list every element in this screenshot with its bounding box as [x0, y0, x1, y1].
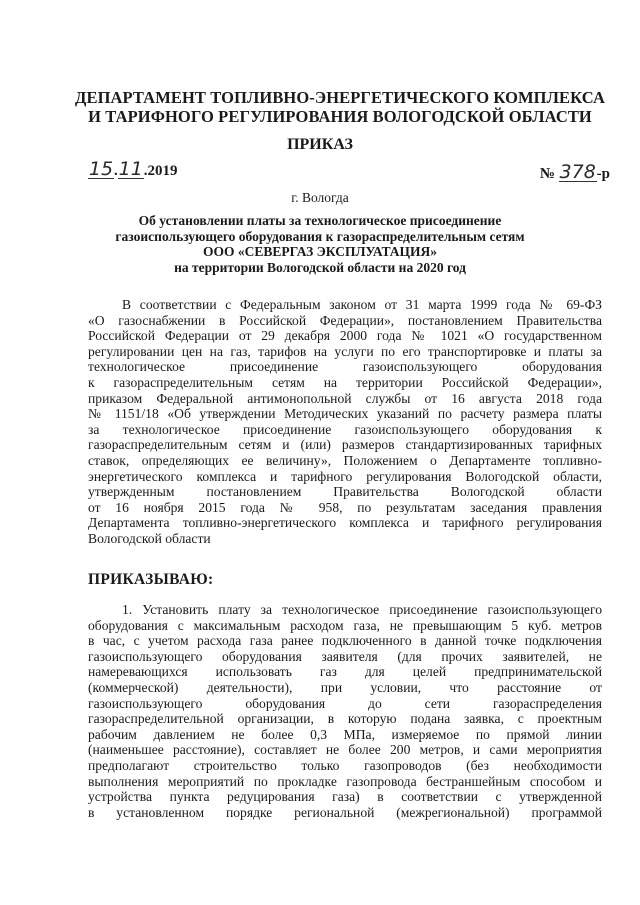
item-line: в установленном порядке региональной (межрегиональной) программой	[88, 804, 602, 820]
item-line: (наименьшее расстояние), составляет не более 200 метров, и сами мероприятия	[88, 742, 602, 758]
preamble-line: Российской Федерации от 29 декабря 2000 года № 1021 «О государственном	[88, 328, 602, 344]
order-number	[540, 163, 610, 183]
number-sign: №	[539, 166, 555, 182]
item-line: намеревающихся использовать газ для целей предпринимательской	[88, 664, 602, 680]
department-line-1: ДЕПАРТАМЕНТ ТОПЛИВНО-ЭНЕРГЕТИЧЕСКОГО КОМПЛЕКСА	[75, 88, 605, 107]
subject-line: газоиспользующего оборудования к газораспределительным сетям	[115, 228, 525, 244]
item-line: выполнения мероприятий по прокладке газопровода бестраншейным способом и	[88, 773, 602, 789]
handwritten-day: 15	[88, 158, 114, 180]
department-line-2: И ТАРИФНОГО РЕГУЛИРОВАНИЯ ВОЛОГОДСКОЙ ОБЛАСТИ	[88, 107, 592, 126]
preamble-line: № 1151/18 «Об утверждении Методических указаний по расчету размера платы	[88, 406, 602, 422]
preamble-line: газораспределительным сетям и (или) размеров стандартизированных тарифных	[88, 437, 602, 453]
preamble-line: «О газоснабжении в Российской Федерации», постановлением Правительства	[88, 312, 602, 328]
item-line: в час, с учетом расхода газа ранее подключенного в данной точке подключения	[88, 633, 602, 649]
document-type-title: ПРИКАЗ	[287, 136, 353, 153]
order-date: 15.11.2019	[88, 158, 178, 180]
preamble-line: приказом Федеральной антимонопольной службы от 16 августа 2018 года	[88, 390, 602, 406]
subject-line: на территории Вологодской области на 2020 год	[174, 259, 466, 275]
city-label: г. Вологда	[291, 190, 349, 205]
preamble-line: энергетического комплекса и тарифного регулирования Вологодской области,	[88, 468, 602, 484]
item-line: рабочим давлением не более 0,3 МПа, измеряемое по прямой линии	[88, 726, 602, 742]
preamble-line: к газораспределительным сетям на территории Российской Федерации»,	[88, 374, 602, 390]
handwritten-number: 378	[559, 161, 596, 183]
handwritten-month: 11	[118, 158, 143, 180]
preamble-line: ставок, определяющих ее величину», Положением о Департаменте топливно-	[88, 452, 602, 468]
preamble-line: за технологическое присоединение газоиспользующего оборудования к	[88, 421, 602, 437]
date-year: .2019	[143, 163, 178, 179]
item-line: (коммерческой) деятельности), при условии, что расстояние от	[88, 679, 602, 695]
order-subject	[100, 213, 540, 275]
item-line: газоиспользующего оборудования до сети газораспределения	[88, 695, 602, 711]
item-line: оборудования с максимальным расходом газа, не превышающим 5 куб. метров	[88, 617, 602, 633]
item-line: 1. Установить плату за технологическое присоединение газоиспользующего	[122, 602, 602, 617]
preamble-line: В соответствии с Федеральным законом от 31 марта 1999 года № 69-ФЗ	[122, 297, 602, 312]
preamble-line: регулировании цен на газ, тарифов на услуги по его транспортировке и платы за	[88, 343, 602, 359]
preamble-line: Департамента топливно-энергетического комплекса и тарифного регулирования	[88, 515, 602, 531]
preamble-paragraph	[88, 297, 602, 547]
item-line: газоиспользующего оборудования заявителя (для прочих заявителей, не	[88, 648, 602, 664]
preamble-line: утвержденным постановлением Правительства Вологодской области	[88, 484, 602, 500]
subject-line: Об установлении платы за технологическое присоединение	[138, 213, 502, 228]
item-line: предполагают строительство только газопроводов (без необходимости	[88, 757, 602, 773]
item-line: устройства пункта редуцирования газа) в соответствии с утвержденной	[88, 789, 602, 805]
department-header	[60, 88, 620, 126]
number-suffix: -р	[596, 166, 610, 182]
preamble-line: Вологодской области	[88, 530, 211, 546]
item-line: газораспределительной организации, в которую подана заявка, с проектным	[88, 711, 602, 727]
decree-heading: ПРИКАЗЫВАЮ:	[88, 571, 214, 588]
preamble-line: от 16 ноября 2015 года № 958, по результатам заседания правления	[88, 499, 602, 515]
item-1-paragraph	[88, 602, 602, 820]
subject-line: ООО «СЕВЕРГАЗ ЭКСПЛУАТАЦИЯ»	[202, 244, 438, 259]
preamble-line: технологическое присоединение газоиспользующего оборудования	[88, 359, 602, 375]
